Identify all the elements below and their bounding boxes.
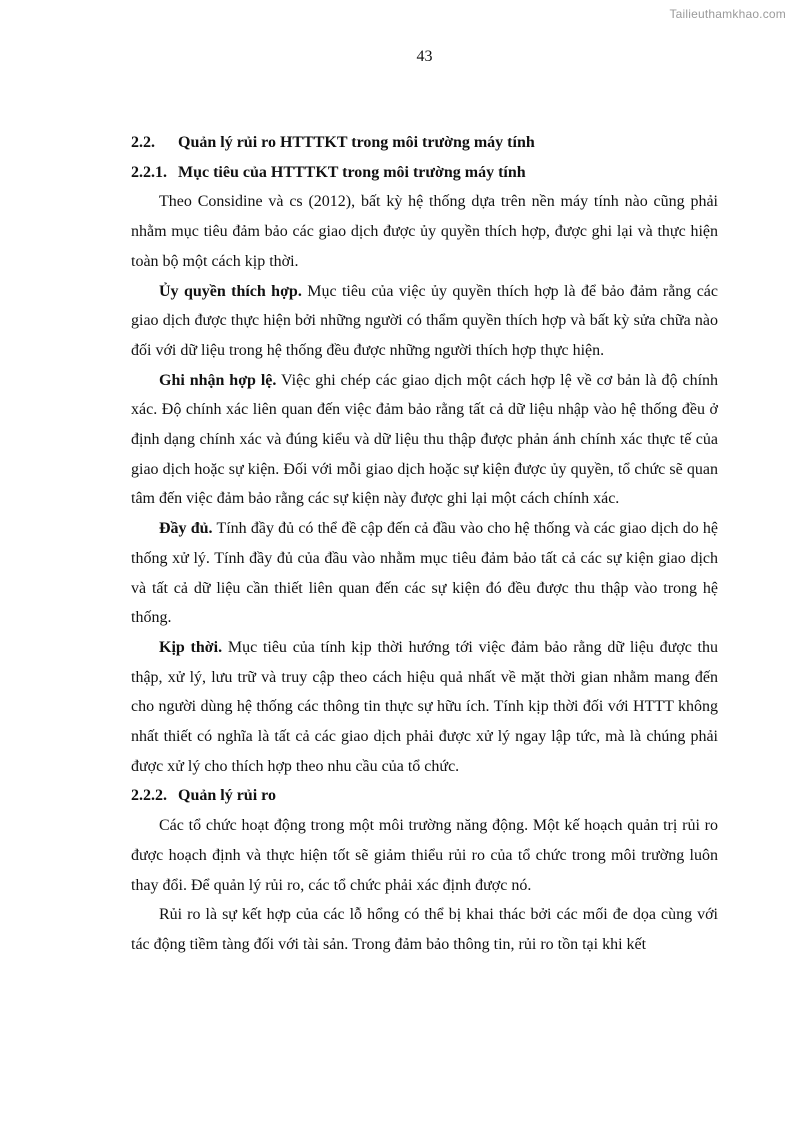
document-body xyxy=(131,128,718,960)
paragraph-lead: Ủy quyền thích hợp. xyxy=(159,282,302,300)
paragraph-text: Mục tiêu của tính kịp thời hướng tới việc đảm bảo rằng dữ liệu được thu thập, xử lý, lưu trữ và truy cập theo cách hiệu quả nhất về mặt thời gian nhằm mang đến cho người dùng hệ thống các thông tin thực sự hữu ích. Tính kịp thời đối với HTTT không nhất thiết có nghĩa là tất cả các giao dịch phải được xử lý ngay lập tức, mà là chúng phải được xử lý cho thích hợp theo nhu cầu của tổ chức. xyxy=(131,638,719,775)
paragraph-lead: Đầy đủ. xyxy=(159,520,213,538)
paragraph-risk-definition xyxy=(131,900,718,959)
section-title: Quản lý rủi ro xyxy=(178,787,276,805)
section-2-2-heading xyxy=(131,128,718,158)
paragraph-text: Rủi ro là sự kết hợp của các lỗ hổng có thể bị khai thác bởi các mối đe dọa cùng với tác động tiềm tàng đối với tài sản. Trong đảm bảo thông tin, rủi ro tồn tại khi kết xyxy=(131,906,718,953)
paragraph-completeness xyxy=(131,514,718,633)
paragraph-intro xyxy=(131,187,718,276)
paragraph-lead: Ghi nhận hợp lệ. xyxy=(159,371,277,389)
paragraph-valid-recording xyxy=(131,366,718,515)
paragraph-text: Theo Considine và cs (2012), bất kỳ hệ thống dựa trên nền máy tính nào cũng phải nhằm mục tiêu đảm bảo các giao dịch được ủy quyền thích hợp, được ghi lại và thực hiện toàn bộ một cách kịp thời. xyxy=(131,193,718,270)
page-number: 43 xyxy=(416,48,433,65)
paragraph-text: Việc ghi chép các giao dịch một cách hợp lệ về cơ bản là độ chính xác. Độ chính xác liên quan đến việc đảm bảo rằng tất cả dữ liệu nhập vào hệ thống đều ở định dạng chính xác và đúng kiểu và dữ liệu thu thập được phản ánh chính xác thực tế của giao dịch hoặc sự kiện. Đối với mỗi giao dịch hoặc sự kiện được ủy quyền, tổ chức sẽ quan tâm đến việc đảm bảo rằng các sự kiện này được ghi lại một cách chính xác. xyxy=(131,371,719,508)
paragraph-lead: Kịp thời. xyxy=(159,638,223,656)
section-title: Mục tiêu của HTTTKT trong môi trường máy tính xyxy=(178,163,526,181)
section-2-2-2-heading xyxy=(131,781,718,811)
paragraph-text: Các tổ chức hoạt động trong một môi trường năng động. Một kế hoạch quản trị rủi ro được hoạch định và thực hiện tốt sẽ giảm thiểu rủi ro của tổ chức trong môi trường luôn thay đổi. Để quản lý rủi ro, các tổ chức phải xác định được nó. xyxy=(131,817,718,894)
section-number: 2.2. xyxy=(131,134,155,151)
paragraph-text: Mục tiêu của việc ủy quyền thích hợp là để bảo đảm rằng các giao dịch được thực hiện bởi những người có thẩm quyền thích hợp và bất kỳ sửa chữa nào đối với dữ liệu trong hệ thống đều được những người thích hợp thực hiện. xyxy=(131,282,718,359)
paragraph-authorization xyxy=(131,277,718,366)
paragraph-timeliness xyxy=(131,633,718,782)
section-title: Quản lý rủi ro HTTTKT trong môi trường máy tính xyxy=(178,134,535,151)
watermark: Tailieuthamkhao.com xyxy=(669,7,786,21)
section-number: 2.2.1. xyxy=(131,163,167,181)
section-number: 2.2.2. xyxy=(131,787,167,805)
paragraph-text: Tính đầy đủ có thể đề cập đến cả đầu vào cho hệ thống và các giao dịch do hệ thống xử lý. Tính đầy đủ của đầu vào nhằm mục tiêu đảm bảo tất cả các sự kiện giao dịch và tất cả dữ liệu cần thiết liên quan đến các sự kiện đó đều được thu thập vào trong hệ thống. xyxy=(131,520,718,627)
paragraph-risk-management xyxy=(131,811,718,900)
section-2-2-1-heading xyxy=(131,158,718,188)
